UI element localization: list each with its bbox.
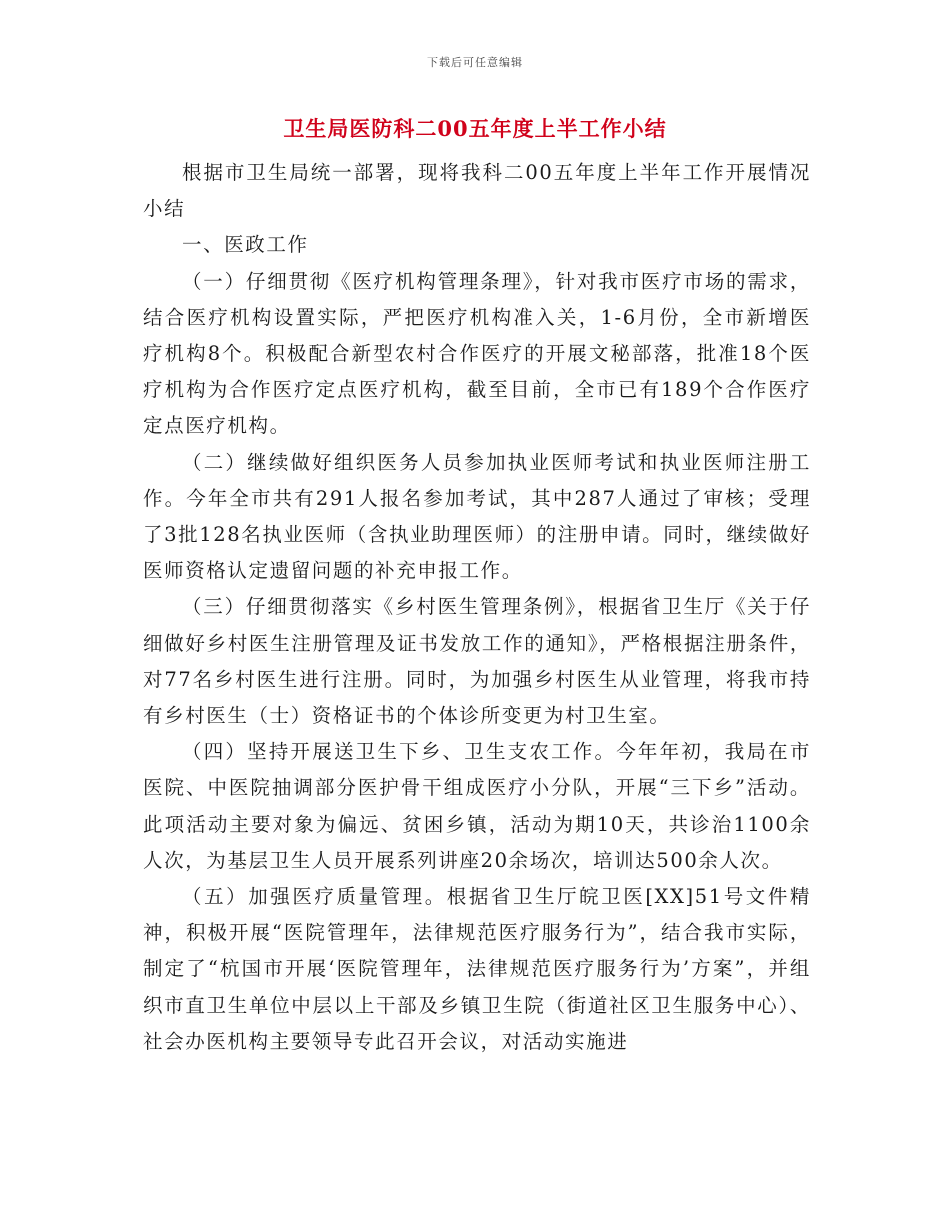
section-heading: 一、医政工作 (182, 233, 309, 257)
paragraph-item-4: （四）坚持开展送卫生下乡、卫生支农工作。今年年初，我局在市医院、中医院抽调部分医护骨干组成医疗小分队，开展“三下乡”活动。此项活动主要对象为偏远、贫困乡镇，活动为期10天，共诊治1100余人次，为基层卫生人员开展系列讲座20余场次，培训达500余人次。 (143, 740, 811, 872)
document-title: 卫生局医防科二00五年度上半工作小结 (283, 116, 667, 141)
paragraph-item-3: （三）仔细贯彻落实《乡村医生管理条例》，根据省卫生厅《关于仔细做好乡村医生注册管理及证书发放工作的通知》，严格根据注册条件，对77名乡村医生进行注册。同时，为加强乡村医生从业管理，将我市持有乡村医生（士）资格证书的个体诊所变更为村卫生室。 (143, 595, 811, 728)
paragraph-intro: 根据市卫生局统一部署，现将我科二00五年度上半年工作开展情况小结 (143, 161, 811, 221)
paragraph-item-2: （二）继续做好组织医务人员参加执业医师考试和执业医师注册工作。今年全市共有291人报名参加考试，其中287人通过了审核；受理了3批128名执业医师（含执业助理医师）的注册申请。同时，继续做好医师资格认定遗留问题的补充申报工作。 (143, 450, 811, 583)
document-body (143, 155, 811, 1060)
header-note: 下载后可任意编辑 (427, 56, 523, 69)
paragraph-item-5: （五）加强医疗质量管理。根据省卫生厅皖卫医[XX]51号文件精神，积极开展“医院管理年，法律规范医疗服务行为”，结合我市实际，制定了“杭国市开展‘医院管理年，法律规范医疗服务行为’方案”，并组织市直卫生单位中层以上干部及乡镇卫生院（街道社区卫生服务中心）、社会办医机构主要领导专此召开会议，对活动实施进 (143, 885, 811, 1053)
paragraph-item-1: （一）仔细贯彻《医疗机构管理条理》，针对我市医疗市场的需求，结合医疗机构设置实际，严把医疗机构准入关，1-6月份，全市新增医疗机构8个。积极配合新型农村合作医疗的开展文秘部落，批准18个医疗机构为合作医疗定点医疗机构，截至目前，全市已有189个合作医疗定点医疗机构。 (143, 269, 811, 438)
